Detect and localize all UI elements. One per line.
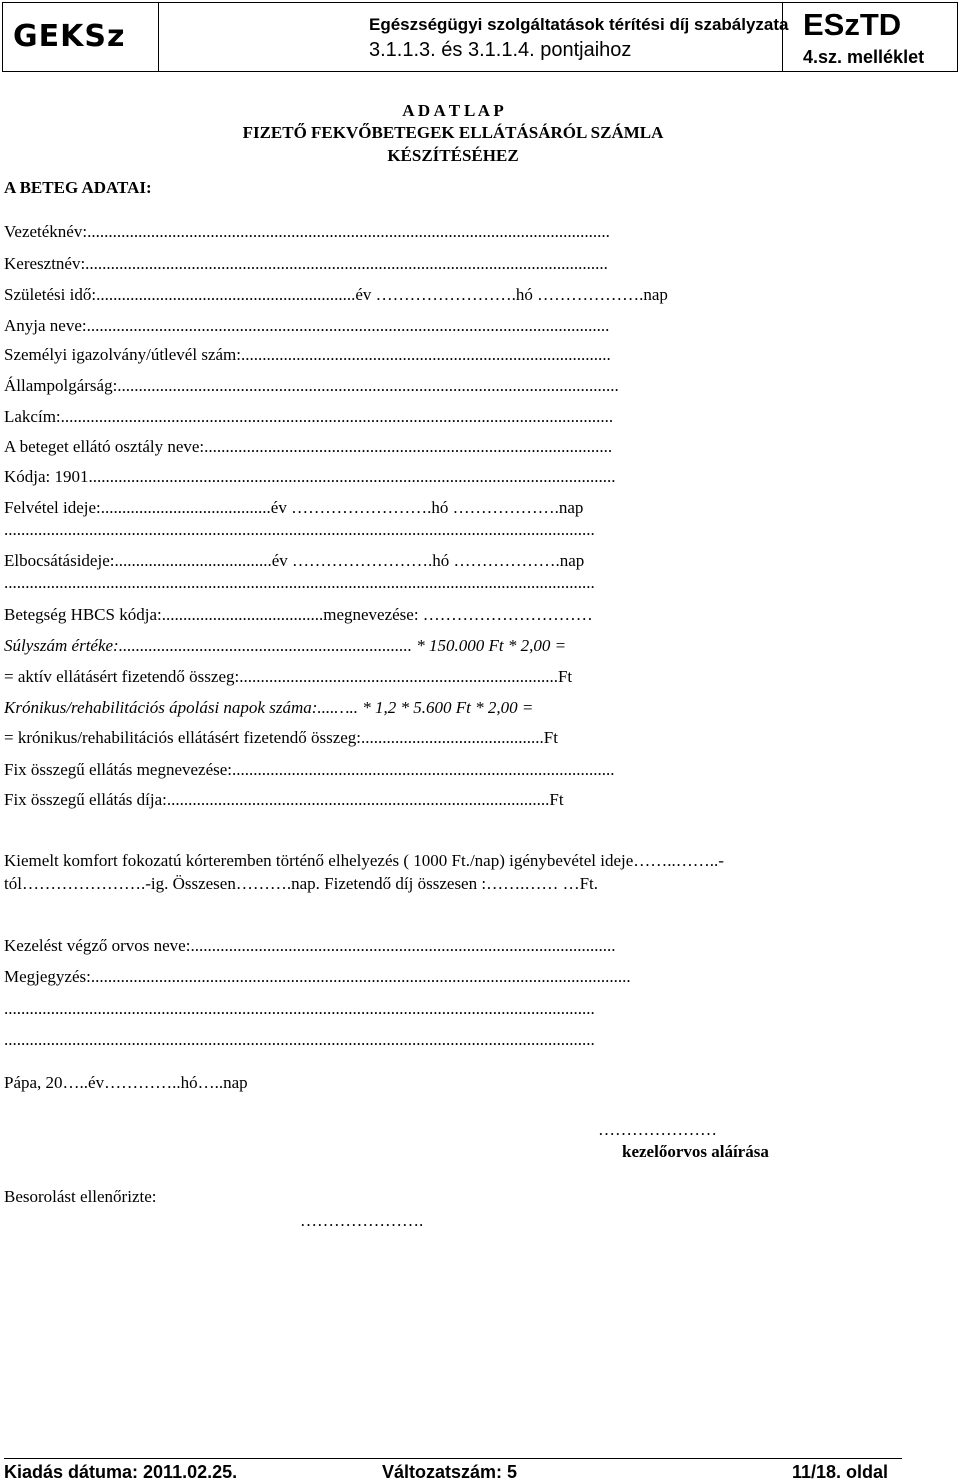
header-logo-cell	[3, 3, 159, 71]
footer-page-number: 11/18. oldal	[792, 1462, 889, 1482]
field-id-number: Személyi igazolvány/útlevél szám:.......................................................................................	[4, 345, 611, 364]
header-table	[2, 2, 958, 72]
field-citizenship: Állampolgárság:......................................................................................................................	[4, 376, 619, 395]
section-label: A BETEG ADATAI:	[4, 178, 152, 197]
form-title-line3: KÉSZÍTÉSÉHEZ	[387, 146, 519, 165]
field-doctor-name: Kezelést végző orvos neve:....................................................................................................	[4, 936, 616, 955]
field-admission-date: Felvétel ideje:........................................év …………………….hó ……………….nap	[4, 498, 584, 517]
organization-logo: GEKSz	[13, 19, 126, 54]
field-active-care-amount: = aktív ellátásért fizetendő összeg:...........................................................................Ft	[4, 667, 573, 686]
notes-line-3: ...........................................................................................................................................	[4, 1030, 595, 1049]
field-birth-date: Születési idő:.............................................................év …………………….hó ……………….nap	[4, 285, 668, 304]
document-header	[0, 0, 960, 74]
field-mother-name: Anyja neve:...........................................................................................................................	[4, 316, 610, 335]
form-title-line2: FIZETŐ FEKVŐBETEGEK ELLÁTÁSÁRÓL SZÁMLA	[242, 123, 664, 142]
field-department: A beteget ellátó osztály neve:................................................................................................	[4, 437, 613, 456]
field-last-name: Vezetéknév:...........................................................................................................................	[4, 222, 610, 241]
field-notes: Megjegyzés:...............................................................................................................................	[4, 967, 631, 986]
signature-label: kezelőorvos aláírása	[622, 1142, 769, 1161]
comfort-room-line1: Kiemelt komfort fokozatú kórteremben történő elhelyezés ( 1000 Ft./nap) igénybevétel ideje……..……..-	[4, 851, 724, 870]
field-fixed-service-fee: Fix összegű ellátás díja:..........................................................................................Ft	[4, 790, 564, 809]
signature-dots: …………………	[598, 1120, 717, 1139]
checked-by-dots: ………………….	[300, 1211, 424, 1230]
annex-number: 4.sz. melléklet	[803, 47, 925, 67]
footer-issue-date: Kiadás dátuma: 2011.02.25.	[4, 1462, 238, 1482]
form-title-line1: A D A T L A P	[402, 101, 504, 120]
regulation-title: Egészségügyi szolgáltatások térítési díj szabályzata	[369, 15, 789, 34]
field-admission-continuation: ...........................................................................................................................................	[4, 520, 595, 539]
field-hbcs-code: Betegség HBCS kódja:......................................megnevezése: …………………………	[4, 605, 593, 624]
field-discharge-date: Elbocsátásideje:.....................................év …………………….hó ……………….nap	[4, 551, 585, 570]
header-code-cell	[783, 3, 957, 71]
checked-by-label: Besorolást ellenőrizte:	[4, 1187, 157, 1206]
field-chronic-days: Krónikus/rehabilitációs ápolási napok száma:....….. * 1,2 * 5.600 Ft * 2,00 =	[4, 698, 534, 717]
header-title-cell	[159, 3, 789, 71]
place-date: Pápa, 20…..év…………..hó…..nap	[4, 1073, 248, 1092]
field-weight-value: Súlyszám értéke:..................................................................... * 150.000 Ft * 2,00 =	[4, 636, 567, 655]
field-first-name: Keresztnév:...........................................................................................................................	[4, 254, 608, 273]
document-code: ESzTD	[803, 7, 902, 42]
field-department-code: Kódja: 1901............................................................................................................................	[4, 467, 616, 486]
footer-version: Változatszám: 5	[382, 1462, 518, 1482]
footer-divider	[4, 1458, 902, 1459]
field-discharge-continuation: ...........................................................................................................................................	[4, 573, 595, 592]
field-address: Lakcím:..................................................................................................................................	[4, 407, 614, 426]
field-chronic-care-amount: = krónikus/rehabilitációs ellátásért fizetendő összeg:...........................................Ft	[4, 728, 558, 747]
comfort-room-line2: tól………………….-ig. Összesen……….nap. Fizetendő díj összesen :…….…… …Ft.	[4, 874, 599, 893]
notes-line-2: ...........................................................................................................................................	[4, 999, 595, 1018]
regulation-sections: 3.1.1.3. és 3.1.1.4. pontjaihoz	[369, 39, 632, 61]
field-fixed-service-name: Fix összegű ellátás megnevezése:..........................................................................................	[4, 760, 615, 779]
